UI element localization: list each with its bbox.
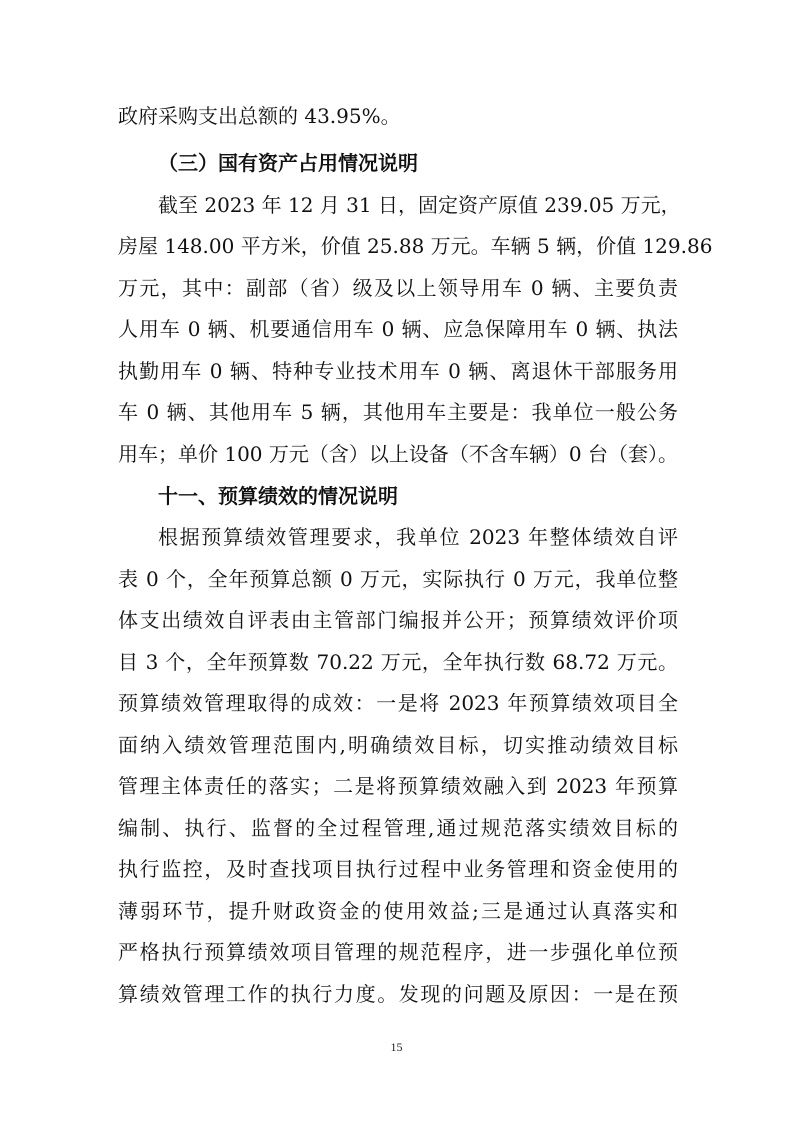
page-number: 15 (390, 1040, 403, 1054)
body-text-line: 编制、执行、监督的全过程管理,通过规范落实绩效目标的 (118, 816, 678, 840)
body-text-line: 表 0 个，全年预算总额 0 万元，实际执行 0 万元，我单位整 (118, 567, 678, 591)
body-text-line: 执行监控，及时查找项目执行过程中业务管理和资金使用的 (118, 857, 678, 881)
body-text-line: 算绩效管理工作的执行力度。发现的问题及原因：一是在预 (118, 982, 678, 1006)
body-text-line: 面纳入绩效管理范围内,明确绩效目标，切实推动绩效目标 (118, 733, 678, 757)
body-text-line: 体支出绩效自评表由主管部门编报并公开；预算绩效评价项 (118, 608, 678, 632)
body-text-line: 预算绩效管理取得的成效：一是将 2023 年预算绩效项目全 (118, 691, 678, 715)
section-heading-assets: （三）国有资产占用情况说明 (158, 151, 418, 175)
body-text-line: 执勤用车 0 辆、特种专业技术用车 0 辆、离退休干部服务用 (118, 359, 678, 383)
body-text-line: 用车；单价 100 万元（含）以上设备（不含车辆）0 台（套）。 (118, 442, 678, 466)
body-text-line: 目 3 个，全年预算数 70.22 万元，全年执行数 68.72 万元。 (118, 650, 678, 674)
body-text-line: 薄弱环节，提升财政资金的使用效益;三是通过认真落实和 (118, 899, 678, 923)
body-text-line: 人用车 0 辆、机要通信用车 0 辆、应急保障用车 0 辆、执法 (118, 317, 678, 341)
body-text-line: 严格执行预算绩效项目管理的规范程序，进一步强化单位预 (118, 940, 678, 964)
section-heading-performance: 十一、预算绩效的情况说明 (158, 484, 398, 508)
body-text-line: 根据预算绩效管理要求，我单位 2023 年整体绩效自评 (158, 525, 678, 549)
body-text-line: 车 0 辆、其他用车 5 辆，其他用车主要是：我单位一般公务 (118, 400, 678, 424)
body-text-line: 管理主体责任的落实；二是将预算绩效融入到 2023 年预算 (118, 774, 678, 798)
body-text-line: 房屋 148.00 平方米，价值 25.88 万元。车辆 5 辆，价值 129.86 (118, 234, 713, 258)
body-text-line: 万元，其中：副部（省）级及以上领导用车 0 辆、主要负责 (118, 276, 678, 300)
body-text-line: 截至 2023 年 12 月 31 日，固定资产原值 239.05 万元， (158, 193, 681, 217)
body-text-line: 政府采购支出总额的 43.95%。 (118, 104, 401, 128)
